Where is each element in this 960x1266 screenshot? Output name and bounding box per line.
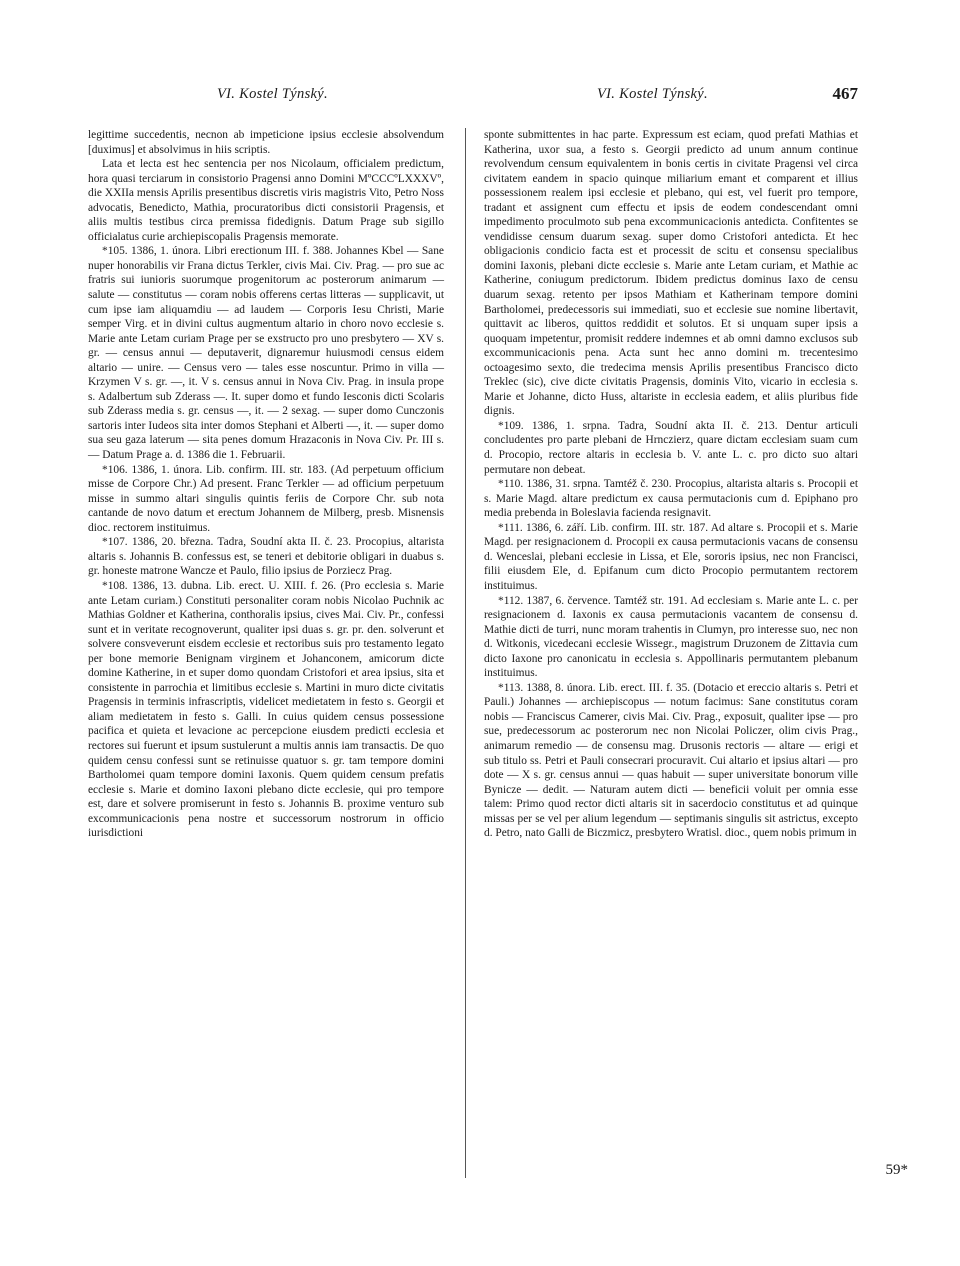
paragraph: sponte submittentes in hac parte. Expressum est eciam, quod prefati Mathias et Katherina, uxor sua, a festo s. Georgii predicto ad unum annum continue revolvendum censum equivalentem in bonis certis in civitate Pragensi vel circa civitatem eandem in spacio quinque miliarium emant et comparent et illius possessionem realem ipsi ecclesie et plebano, qui est, vel fuerit pro tempore, tradant et assignent cum effectu et ipsis de eodem condescendant omni impedimento proculmoto sub pena excommunicacionis antedicta. Confitentes se vendidisse censum duarum sexag. super domo Cristofori antedicta. Et hec obligacionis condicio facta est et processit de scitu et consensu specialibus domini Iaxonis, plebani dicte ecclesie s. Marie ante Letam curiam, et Mathie ac Katherine, coniugum predictorum. Ibidem predictus dominus Iaxo de censu duarum sexag. retento per ipsos Mathiam et Katherinam tempore domini Bartholomei, predecessoris sui immediati, suo et ecclesie sue nomine libertavit, quittavit ac liberos, quittos reddidit et solutos. Et si unquam super ipsis a quoquam impetentur, promisit reddere indemnes et ab omni damno exclusos sub excommunicacionis pena. Acta sunt hec anno domini m. trecentesimo octoagesimo sexto, die tredecima mensis Aprilis presentibus Francisco dicto Treklec (sic), cive dicte civitatis Pragensis, dominis Vito, vicario in ecclesia s. Marie et Johanne, dicto Huss, altariste in ecclesia eadem, et aliis pluribus fide dignis.: [484, 129, 858, 418]
entry-105: *105. 1386, 1. února. Libri erectionum III. f. 388. Johannes Kbel — Sane nuper honorabilis vir Frana dictus Terkler, civis Mai. Civ. Prag. — pro sue ac fratris sui iunioris suorumque progenitorum ac posterorum animarum — salute — constitutus — coram nobis offerens certas litteras — supplicavit, ut cum ipse iam aliquamdiu — ad laudem — Corporis Iesu Christi, Marie semper Virg. et in divini cultus augmentum altario in choro novo ecclesie s. Marie ante Letam curiam Prage per se exstructo pro uno presbytero — XV s. gr. — census annui — deputaverit, dignaremur huiusmodi census eidem altario — unire. — Census vero — tales esse noscuntur. Primo in villa — Krzymen V s. gr. —, it. V s. census annui in Nova Civ. Prag. in insula prope s. Adalbertum sub Zderass —. It. super domo et fundo Iesconis dicti Scolaris sub Zderass media s. gr. census —, it. — 2 sexag. — super domo Cunczonis sartoris inter Iudeos sita inter domos Stephani et Alberti —, it. — super domo sua seu gaza laterum — sita penes domum Hrazaconis in Nova Civ. Pr. III s. — Datum Prage a. d. 1386 die 1. Februarii.: [88, 245, 444, 462]
page-number: 467: [832, 84, 858, 103]
entry-112: *112. 1387, 6. července. Tamtéž str. 191. Ad ecclesiam s. Marie ante L. c. per resignacionem d. Iaxonis ex causa permutacionis vacantem de consensu d. Mathie dicti de turri, nunc moram trahentis in Clumyn, pro interesse suo, nec non d. Witkonis, vicedecani ecclesie Wissegr., magistrum Druzonem de Zittavia cum dicto Iaxone pro canonicatu in ecclesia s. Appollinaris permutantem plebanum instituimus.: [484, 594, 858, 680]
left-column-text: [88, 128, 444, 841]
entry-107: *107. 1386, 20. března. Tadra, Soudní akta II. č. 23. Procopius, altarista altaris s. Johannis B. confessus est, se teneri et debitorie obligari in duabus s. gr. honeste matrone Wancze et Paulo, filio ipsius de Porziecz Prag.: [88, 536, 444, 578]
signature-mark: 59*: [885, 1162, 908, 1178]
right-running-head: VI. Kostel Týnský.: [597, 86, 708, 102]
entry-110: *110. 1386, 31. srpna. Tamtéž č. 230. Procopius, altarista altaris s. Procopii et s. Marie Magd. altare predictum ex causa permutacionis cum d. Epiphano pro media prebenda in Boleslavia facienda resignavit.: [484, 478, 858, 520]
entry-113: *113. 1388, 8. února. Lib. erect. III. f. 35. (Dotacio et ereccio altaris s. Petri et Pauli.) Johannes — archiepiscopus — notum facimus: Sane constitutus coram nobis — Franciscus Camerer, civis Mai. Civ. Prag., exposuit, qualiter ipse — pro sue, predecessorum ac posterorum nec non Nicolai Policzer, olim civis Prag., animarum remedio — de consensu mag. Drusonis rectoris — altare — erigi et sub titulo ss. Petri et Pauli consecrari procuravit. Cui altario et ipsius altari — pro dote — X s. gr. census annui — quas habuit — super universitate bonorum ville Bynicze — dedit. — Naturam autem dicti — beneficii voluit per omnia esse talem: Primo quod rector dicti altaris sit in sacerdocio constitutus et ad quinque missas per se vel per alium legendum — septimanis singulis sit astrictus, excepto d. Petro, nato Galli de Biczmicz, presbytero Wratisl. dioc., quem nobis primum in: [484, 681, 858, 840]
entry-111: *111. 1386, 6. září. Lib. confirm. III. str. 187. Ad altare s. Procopii et s. Marie Magd. per resignacionem d. Procopii ex causa permutacionis vacans de consensu d. Wenceslai, plebani ecclesie in Lissa, et Ele, sororis ipsius, nec non Francisci, filii eiusdem Ele, d. Epifanum cum dicto Procopio permutantem rectorem instituimus.: [484, 521, 858, 592]
column-divider: [465, 128, 466, 1178]
right-column-text: [484, 128, 858, 841]
paragraph: Lata et lecta est hec sentencia per nos Nicolaum, officialem predictum, hora quasi terciarum in consistorio Pragensi anno Domini MºCCCºLXXXVº, die XXIIa mensis Aprilis presentibus discretis viris magistris Vito, Petro Noss advocatis, Benedicto, Mathia, procuratoribus dicti consistorii Pragensis, et aliis multis testibus circa premissa fidedignis. Datum Prage sub sigillo officialatus curie archiepiscopalis Pragensis memorate.: [88, 158, 444, 243]
paragraph: legittime succedentis, necnon ab impeticione ipsius ecclesie absolvendum [duximus] et absolvimus in hiis scriptis.: [88, 129, 444, 156]
right-column: [484, 0, 858, 1266]
left-running-head: VI. Kostel Týnský.: [217, 86, 328, 102]
entry-106: *106. 1386, 1. února. Lib. confirm. III. str. 183. (Ad perpetuum officium misse de Corpore Chr.) Ad present. Franc Terkler — ad officium perpetuum misse in summo altari singulis quintis feriis de Corpore Chr. sub nota cantande de novo datum et erectum Johannem de Milberg, presb. Misnensis dioc. rectorem instituimus.: [88, 463, 444, 534]
entry-109: *109. 1386, 1. srpna. Tadra, Soudní akta II. č. 213. Dentur articuli concludentes pro parte plebani de Hrnczierz, quare dictam ecclesiam suam cum d. Procopio, rectore altaris in ecclesia b. V. ante L. c. pro dicto suo altari permutare non debeat.: [484, 419, 858, 476]
left-column: [88, 0, 444, 1266]
entry-108: *108. 1386, 13. dubna. Lib. erect. U. XIII. f. 26. (Pro ecclesia s. Marie ante Letam curiam.) Constituti personaliter coram nobis Nicolao Puchnik ac Mathias Goldner et Katherina, conthoralis ipsius, cives Mai. Civ. Pr., confessi sunt et in veritate recognoverunt, qualiter ipsi duas s. gr. pr. den. solverunt et solvere consveverunt eisdem ecclesie et rectoribus suis pro testamento legato per bone memorie Benignam virginem et Johanconem, amicorum dicte domine Katherine, in et super domo quondam Cristofori et area ipsius, sita et consistente in parrochia et limitibus ecclesie s. Martini in muro dicte civitatis Pragensis in terminis infrascriptis, videlicet medietatem in festo s. Georgii et aliam medietatem in festo s. Galli. In cuius quidem census possessione pacifica et quieta et levacione ac percepcione eiusdem predicti ecclesia et rectores sui fuerunt et ipsum sustulerunt a multis annis iam transactis. De quo quidem censu confessi sunt se retinuisse quatuor s. gr. tam tempore domini Bartholomei quam tempore domini Iaxonis. Quem quidem censum prefatis ecclesie s. Marie et domino Iaxoni plebano dicte ecclesie, qui pro tempore est, dare et solvere promiserunt in festo s. Johannis B. proxime venturo sub excommunicacionis pena nostre et successorum nostrorum in officio iurisdictioni: [88, 579, 444, 840]
